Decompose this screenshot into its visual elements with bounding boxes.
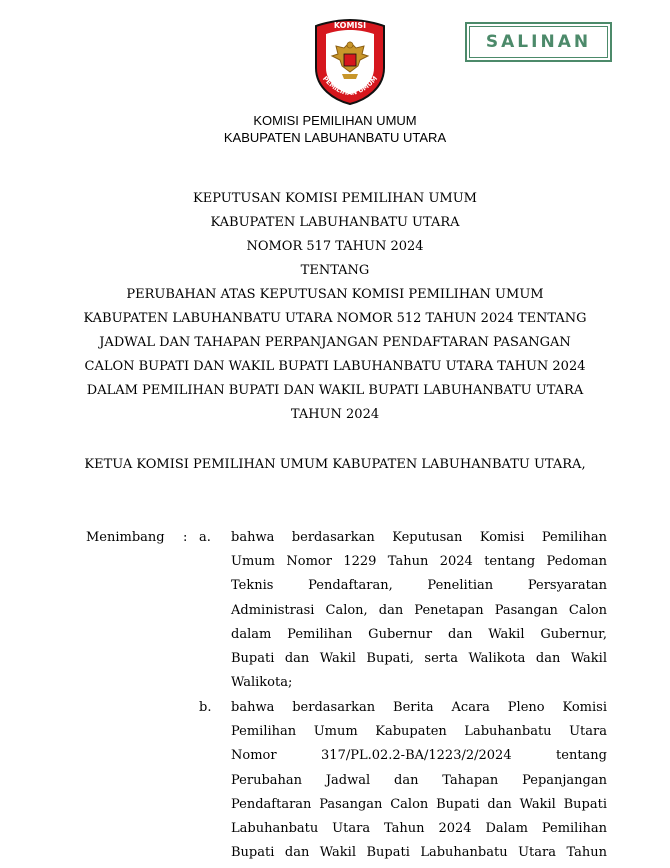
decree-title-line: KABUPATEN LABUHANBATU UTARA [210, 215, 460, 230]
menimbang-item-b [231, 696, 607, 865]
logo-bottom-text: PEMILIHAN UMUM [320, 74, 380, 98]
paragraph-line: bahwa berdasarkan Berita Acara Pleno Komisi [231, 700, 607, 715]
paragraph-line: Bupati dan Wakil Bupati Labuhanbatu Utara Tahun [231, 845, 607, 861]
paragraph-line: Pemilihan Umum Kabupaten Labuhanbatu Utara [231, 724, 607, 740]
logo-top-text: KOMISI [333, 21, 367, 30]
salinan-stamp: SALINAN [465, 22, 612, 62]
paragraph-line: Pendaftaran Pasangan Calon Bupati dan Wakil Bupati [231, 796, 607, 812]
paragraph-line: bahwa berdasarkan Keputusan Komisi Pemilihan [231, 530, 607, 545]
institution-line-2: KABUPATEN LABUHANBATU UTARA [223, 130, 447, 145]
paragraph-line: Administrasi Calon, dan Penetapan Pasangan Calon [231, 602, 607, 618]
kpu-logo [308, 16, 392, 106]
decree-title-line: KABUPATEN LABUHANBATU UTARA NOMOR 512 TAHUN 2024 TENTANG [83, 311, 587, 326]
paragraph-line: Walikota; [231, 675, 293, 691]
decree-title-line: TAHUN 2024 [290, 407, 380, 422]
paragraph-line: dalam Pemilihan Gubernur dan Wakil Gubernur, [231, 626, 607, 642]
paragraph-line: Labuhanbatu Utara Tahun 2024 Dalam Pemilihan [231, 821, 607, 837]
paragraph-line: Perubahan Jadwal dan Tahapan Pepanjangan [231, 772, 607, 788]
menimbang-label: Menimbang [86, 530, 165, 545]
decree-title-line: TENTANG [300, 263, 370, 278]
item-marker: a. [199, 530, 211, 545]
decree-title-line: KEPUTUSAN KOMISI PEMILIHAN UMUM [193, 191, 477, 206]
menimbang-colon: : [183, 530, 188, 545]
ketua-heading: KETUA KOMISI PEMILIHAN UMUM KABUPATEN LABUHANBATU UTARA, [84, 457, 586, 472]
decree-title-line: JADWAL DAN TAHAPAN PERPANJANGAN PENDAFTARAN PASANGAN [99, 335, 571, 350]
institution-line-1: KOMISI PEMILIHAN UMUM [253, 113, 417, 128]
decree-title [0, 187, 670, 427]
decree-title-line: CALON BUPATI DAN WAKIL BUPATI LABUHANBATU UTARA TAHUN 2024 [84, 359, 586, 374]
menimbang-item-a [231, 526, 607, 695]
paragraph-line: Umum Nomor 1229 Tahun 2024 tentang Pedoman [231, 554, 607, 570]
decree-title-line: PERUBAHAN ATAS KEPUTUSAN KOMISI PEMILIHAN UMUM [126, 287, 544, 302]
decree-title-line: DALAM PEMILIHAN BUPATI DAN WAKIL BUPATI LABUHANBATU UTARA [86, 383, 584, 398]
paragraph-line: Teknis Pendaftaran, Penelitian Persyaratan [231, 578, 607, 594]
paragraph-line: Bupati dan Wakil Bupati, serta Walikota dan Wakil [231, 651, 607, 667]
paragraph-line: Nomor 317/PL.02.2-BA/1223/2/2024 tentang [231, 748, 607, 764]
decree-title-line: NOMOR 517 TAHUN 2024 [246, 239, 424, 254]
item-marker: b. [199, 700, 212, 715]
